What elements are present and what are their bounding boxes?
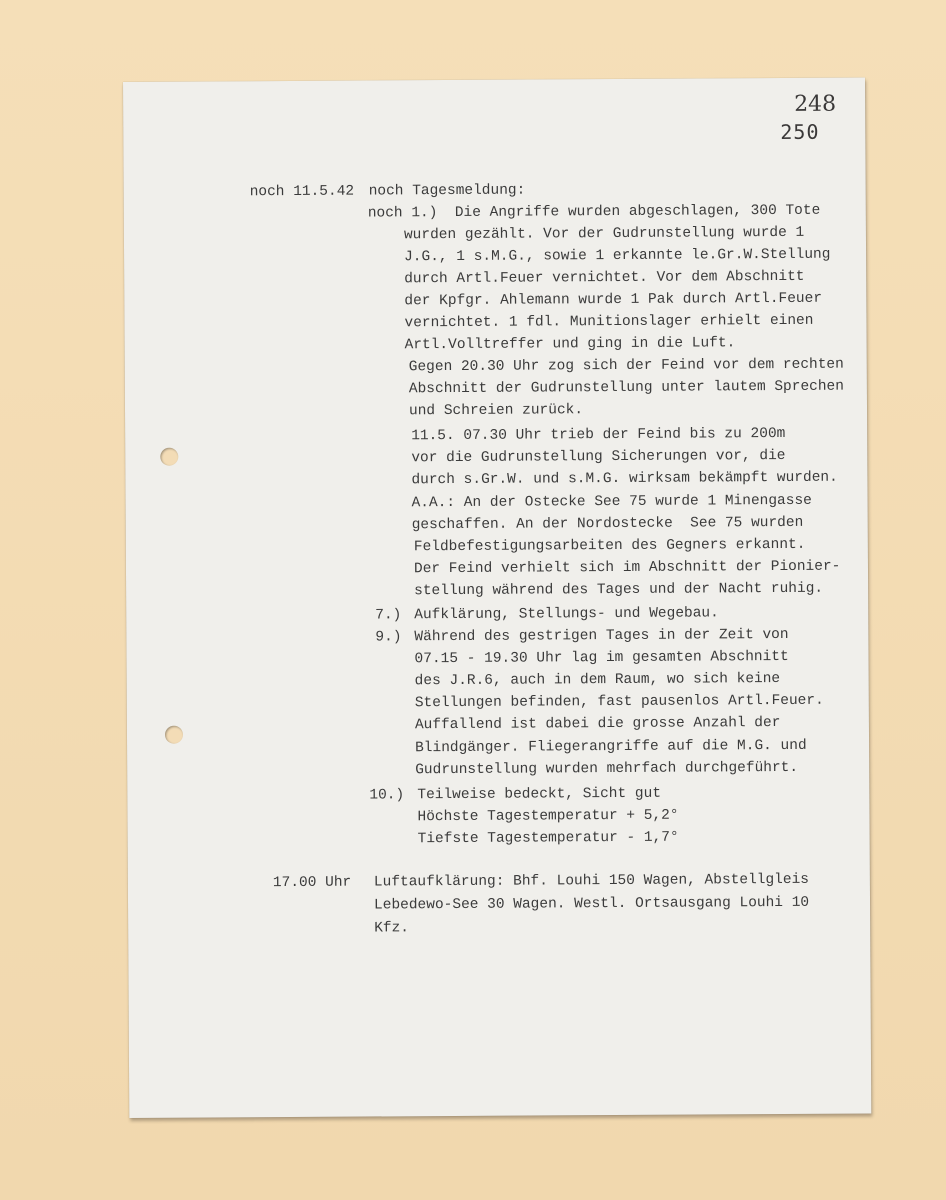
text-line: Blindgänger. Fliegerangriffe auf die M.G. und xyxy=(415,737,807,757)
text-line: Luftaufklärung: Bhf. Louhi 150 Wagen, Abstellgleis xyxy=(373,871,810,891)
text-line: Tiefste Tagestemperatur - 1,7° xyxy=(417,829,679,848)
text-line: 07.15 - 19.30 Uhr lag im gesamten Abschnitt xyxy=(414,648,789,668)
text-line: durch Artl.Feuer vernichtet. Vor dem Abschnitt xyxy=(404,268,805,288)
text-line: Kfz. xyxy=(374,920,410,937)
text-line: Gegen 20.30 Uhr zog sich der Feind vor dem rechten xyxy=(408,356,844,376)
header-date: noch 11.5.42 xyxy=(249,183,355,201)
section-1-marker: noch 1.) xyxy=(367,205,438,222)
text-line: der Kpfgr. Ahlemann wurde 1 Pak durch Artl.Feuer xyxy=(404,290,823,310)
section-9-marker: 9.) xyxy=(375,629,402,646)
text-line: Abschnitt der Gudrunstellung unter lautem Sprechen xyxy=(408,378,845,398)
text-line: J.G., 1 s.M.G., sowie 1 erkannte le.Gr.W.Stellung xyxy=(404,246,831,266)
text-line: Teilweise bedeckt, Sicht gut xyxy=(417,785,662,804)
document-page xyxy=(123,77,871,1118)
entry-time: 17.00 Uhr xyxy=(272,874,352,892)
section-10-marker: 10.) xyxy=(369,787,405,804)
text-line: A.A.: An der Ostecke See 75 wurde 1 Minengasse xyxy=(411,492,812,512)
text-line: vor die Gudrunstellung Sicherungen vor, die xyxy=(411,447,786,467)
text-line: Während des gestrigen Tages in der Zeit von xyxy=(414,626,789,646)
text-line: Artl.Volltreffer und ging in die Luft. xyxy=(404,335,736,354)
text-line: vernichtet. 1 fdl. Munitionslager erhielt einen xyxy=(404,312,814,332)
text-line: Höchste Tagestemperatur + 5,2° xyxy=(417,807,679,826)
text-line: des J.R.6, auch in dem Raum, wo sich keine xyxy=(414,670,781,690)
header-title: noch Tagesmeldung: xyxy=(368,182,526,200)
punch-hole-top xyxy=(160,448,178,466)
text-line: Auffallend ist dabei die grosse Anzahl der xyxy=(414,714,781,734)
text-line: Lebedewo-See 30 Wagen. Westl. Ortsausgang Louhi 10 xyxy=(373,894,810,914)
text-line: Der Feind verhielt sich im Abschnitt der Pionier- xyxy=(413,558,841,578)
text-line: Die Angriffe wurden abgeschlagen, 300 Tote xyxy=(454,202,821,221)
text-line: Gudrunstellung wurden mehrfach durchgeführt. xyxy=(415,759,799,779)
text-line: stellung während des Tages und der Nacht ruhig. xyxy=(414,580,824,600)
punch-hole-bottom xyxy=(165,726,183,744)
section-7-marker: 7.) xyxy=(375,607,402,624)
text-line: wurden gezählt. Vor der Gudrunstellung wurde 1 xyxy=(403,224,805,244)
text-line: 11.5. 07.30 Uhr trieb der Feind bis zu 200m xyxy=(411,425,786,445)
text-line: durch s.Gr.W. und s.M.G. wirksam bekämpft wurden. xyxy=(411,469,838,489)
text-line: geschaffen. An der Nordostecke See 75 wurden xyxy=(411,514,804,534)
text-line: Stellungen befinden, fast pausenlos Artl.Feuer. xyxy=(414,692,824,712)
folio-number-handwritten: 250 xyxy=(780,119,820,144)
text-line: und Schreien zurück. xyxy=(408,402,584,420)
text-line: Feldbefestigungsarbeiten des Gegners erkannt. xyxy=(413,536,806,556)
section-7-text: Aufklärung, Stellungs- und Wegebau. xyxy=(414,605,719,624)
folio-number-stamped: 248 xyxy=(794,91,837,117)
